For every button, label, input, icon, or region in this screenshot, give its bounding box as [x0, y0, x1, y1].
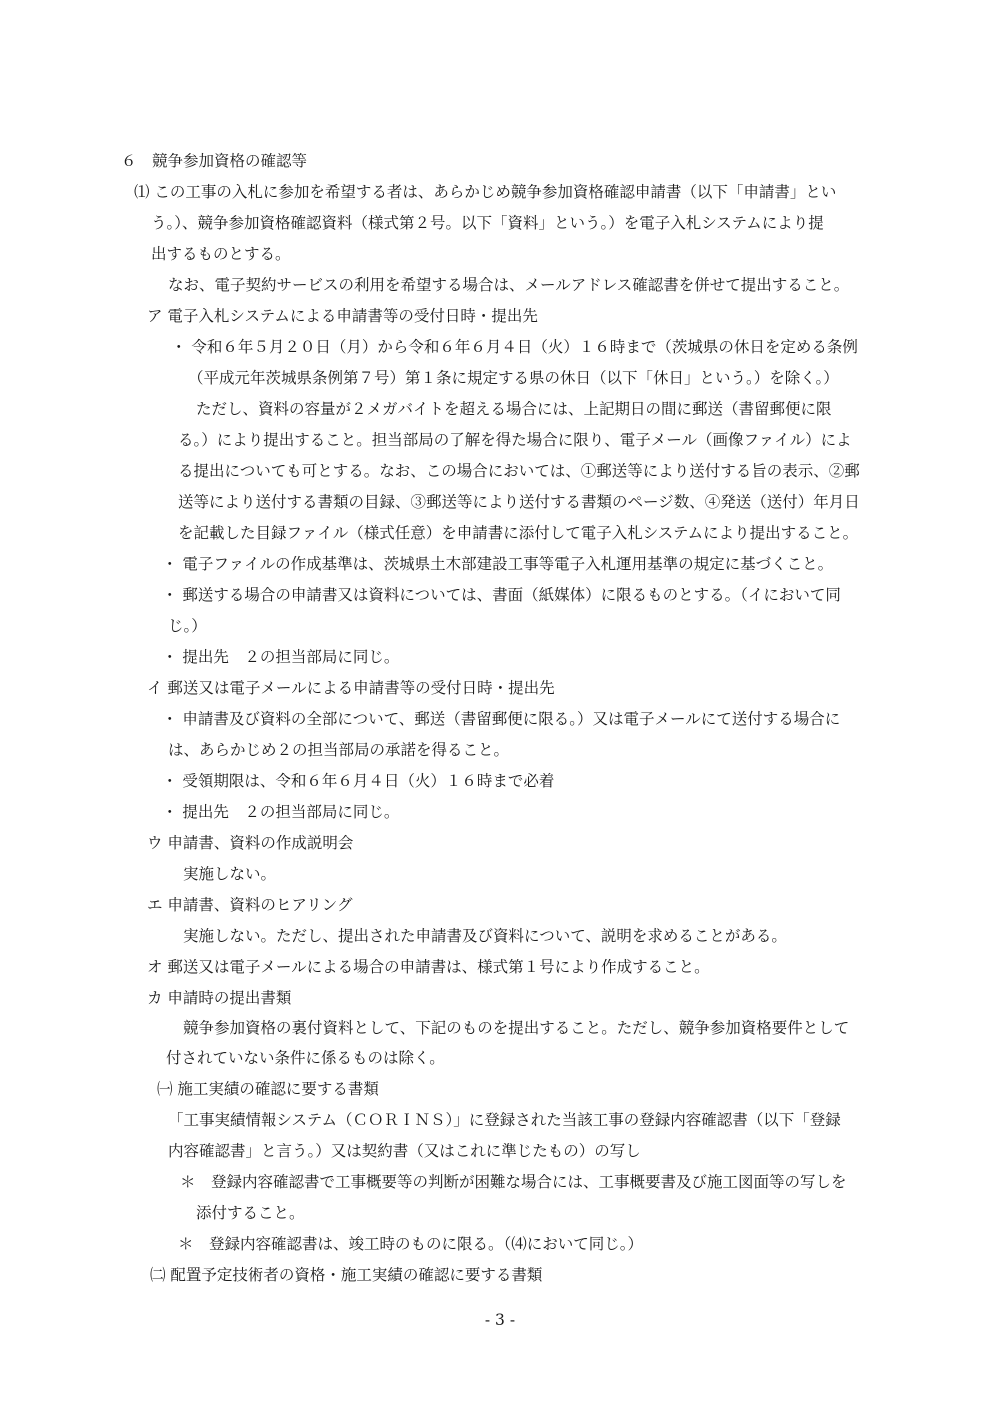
ka-sub1-heading: ㈠ 施工実績の確認に要する書類 — [157, 1080, 379, 1098]
i-bullet1-line2: は、あらかじめ２の担当部局の承諾を得ること。 — [168, 741, 510, 759]
ka-sub1-line2: 内容確認書」と言う。）又は契約書（又はこれに準じたもの）の写し — [168, 1142, 641, 1160]
a-paragraph-line4: 送等により送付する書類の目録、③郵送等により送付する書類のページ数、④発送（送付）年月日 — [178, 493, 860, 511]
a-paragraph-line2: る。）により提出すること。担当部局の了解を得た場合に限り、電子メール（画像ファイル）によ — [178, 431, 852, 449]
e-heading: エ 申請書、資料のヒアリング — [147, 896, 353, 914]
i-bullet2: ・ 受領期限は、令和６年６月４日（火）１６時まで必着 — [162, 772, 555, 790]
page-number: - 3 - — [484, 1311, 516, 1329]
i-heading: イ 郵送又は電子メールによる申請書等の受付日時・提出先 — [147, 679, 555, 697]
ka-sub1-line1: 「工事実績情報システム（ＣＯＲＩＮＳ）」に登録された当該工事の登録内容確認書（以下「登録 — [168, 1111, 841, 1129]
a-heading: ア 電子入札システムによる申請書等の受付日時・提出先 — [147, 307, 538, 325]
a-bullet3-line1: ・ 郵送する場合の申請書又は資料については、書面（紙媒体）に限るものとする。（イにおいて同 — [162, 586, 841, 604]
u-heading: ウ 申請書、資料の作成説明会 — [147, 834, 354, 852]
item1-line2: う。）、競争参加資格確認資料（様式第２号。以下「資料」という。）を電子入札システムにより提 — [151, 214, 824, 232]
a-bullet4: ・ 提出先 ２の担当部局に同じ。 — [162, 648, 400, 666]
item1-note: なお、電子契約サービスの利用を希望する場合は、メールアドレス確認書を併せて提出すること。 — [168, 276, 850, 294]
i-bullet3: ・ 提出先 ２の担当部局に同じ。 — [162, 803, 400, 821]
ka-paragraph-line1: 競争参加資格の裏付資料として、下記のものを提出すること。ただし、競争参加資格要件として — [183, 1019, 850, 1037]
a-bullet2: ・ 電子ファイルの作成基準は、茨城県土木部建設工事等電子入札運用基準の規定に基づくこと。 — [162, 555, 834, 573]
ka-note1-line2: 添付すること。 — [196, 1204, 305, 1222]
ka-note2: ＊ 登録内容確認書は、竣工時のものに限る。（⑷において同じ。） — [178, 1235, 644, 1253]
ka-sub2-heading: ㈡ 配置予定技術者の資格・施工実績の確認に要する書類 — [150, 1266, 543, 1284]
section-heading: ６ 競争参加資格の確認等 — [121, 152, 308, 170]
u-body: 実施しない。 — [183, 865, 277, 883]
a-paragraph-line5: を記載した目録ファイル（様式任意）を申請書に添付して電子入札システムにより提出すること。 — [178, 524, 859, 542]
item1-line3: 出するものとする。 — [151, 245, 291, 263]
ka-note1-line1: ＊ 登録内容確認書で工事概要等の判断が困難な場合には、工事概要書及び施工図面等の写しを — [180, 1173, 847, 1191]
a-bullet1-line1: ・ 令和６年５月２０日（月）から令和６年６月４日（火）１６時まで（茨城県の休日を定める条例 — [171, 338, 858, 356]
o-heading: オ 郵送又は電子メールによる場合の申請書は、様式第１号により作成すること。 — [147, 958, 710, 976]
a-paragraph-line3: る提出についても可とする。なお、この場合においては、①郵送等により送付する旨の表示、②郵 — [178, 462, 860, 480]
e-body: 実施しない。ただし、提出された申請書及び資料について、説明を求めることがある。 — [183, 927, 787, 945]
a-bullet1-line2: （平成元年茨城県条例第７号）第１条に規定する県の休日（以下「休日」という。）を除く。） — [188, 369, 839, 387]
a-bullet3-line2: じ。） — [168, 617, 207, 635]
ka-heading: カ 申請時の提出書類 — [147, 989, 292, 1007]
i-bullet1-line1: ・ 申請書及び資料の全部について、郵送（書留郵便に限る。）又は電子メールにて送付する場合に — [162, 710, 841, 728]
a-paragraph-line1: ただし、資料の容量が２メガバイトを超える場合には、上記期日の間に郵送（書留郵便に限 — [196, 400, 832, 418]
ka-paragraph-line2: 付されていない条件に係るものは除く。 — [166, 1049, 445, 1067]
item1-line1: ⑴ この工事の入札に参加を希望する者は、あらかじめ競争参加資格確認申請書（以下「申請書」とい — [134, 183, 837, 201]
